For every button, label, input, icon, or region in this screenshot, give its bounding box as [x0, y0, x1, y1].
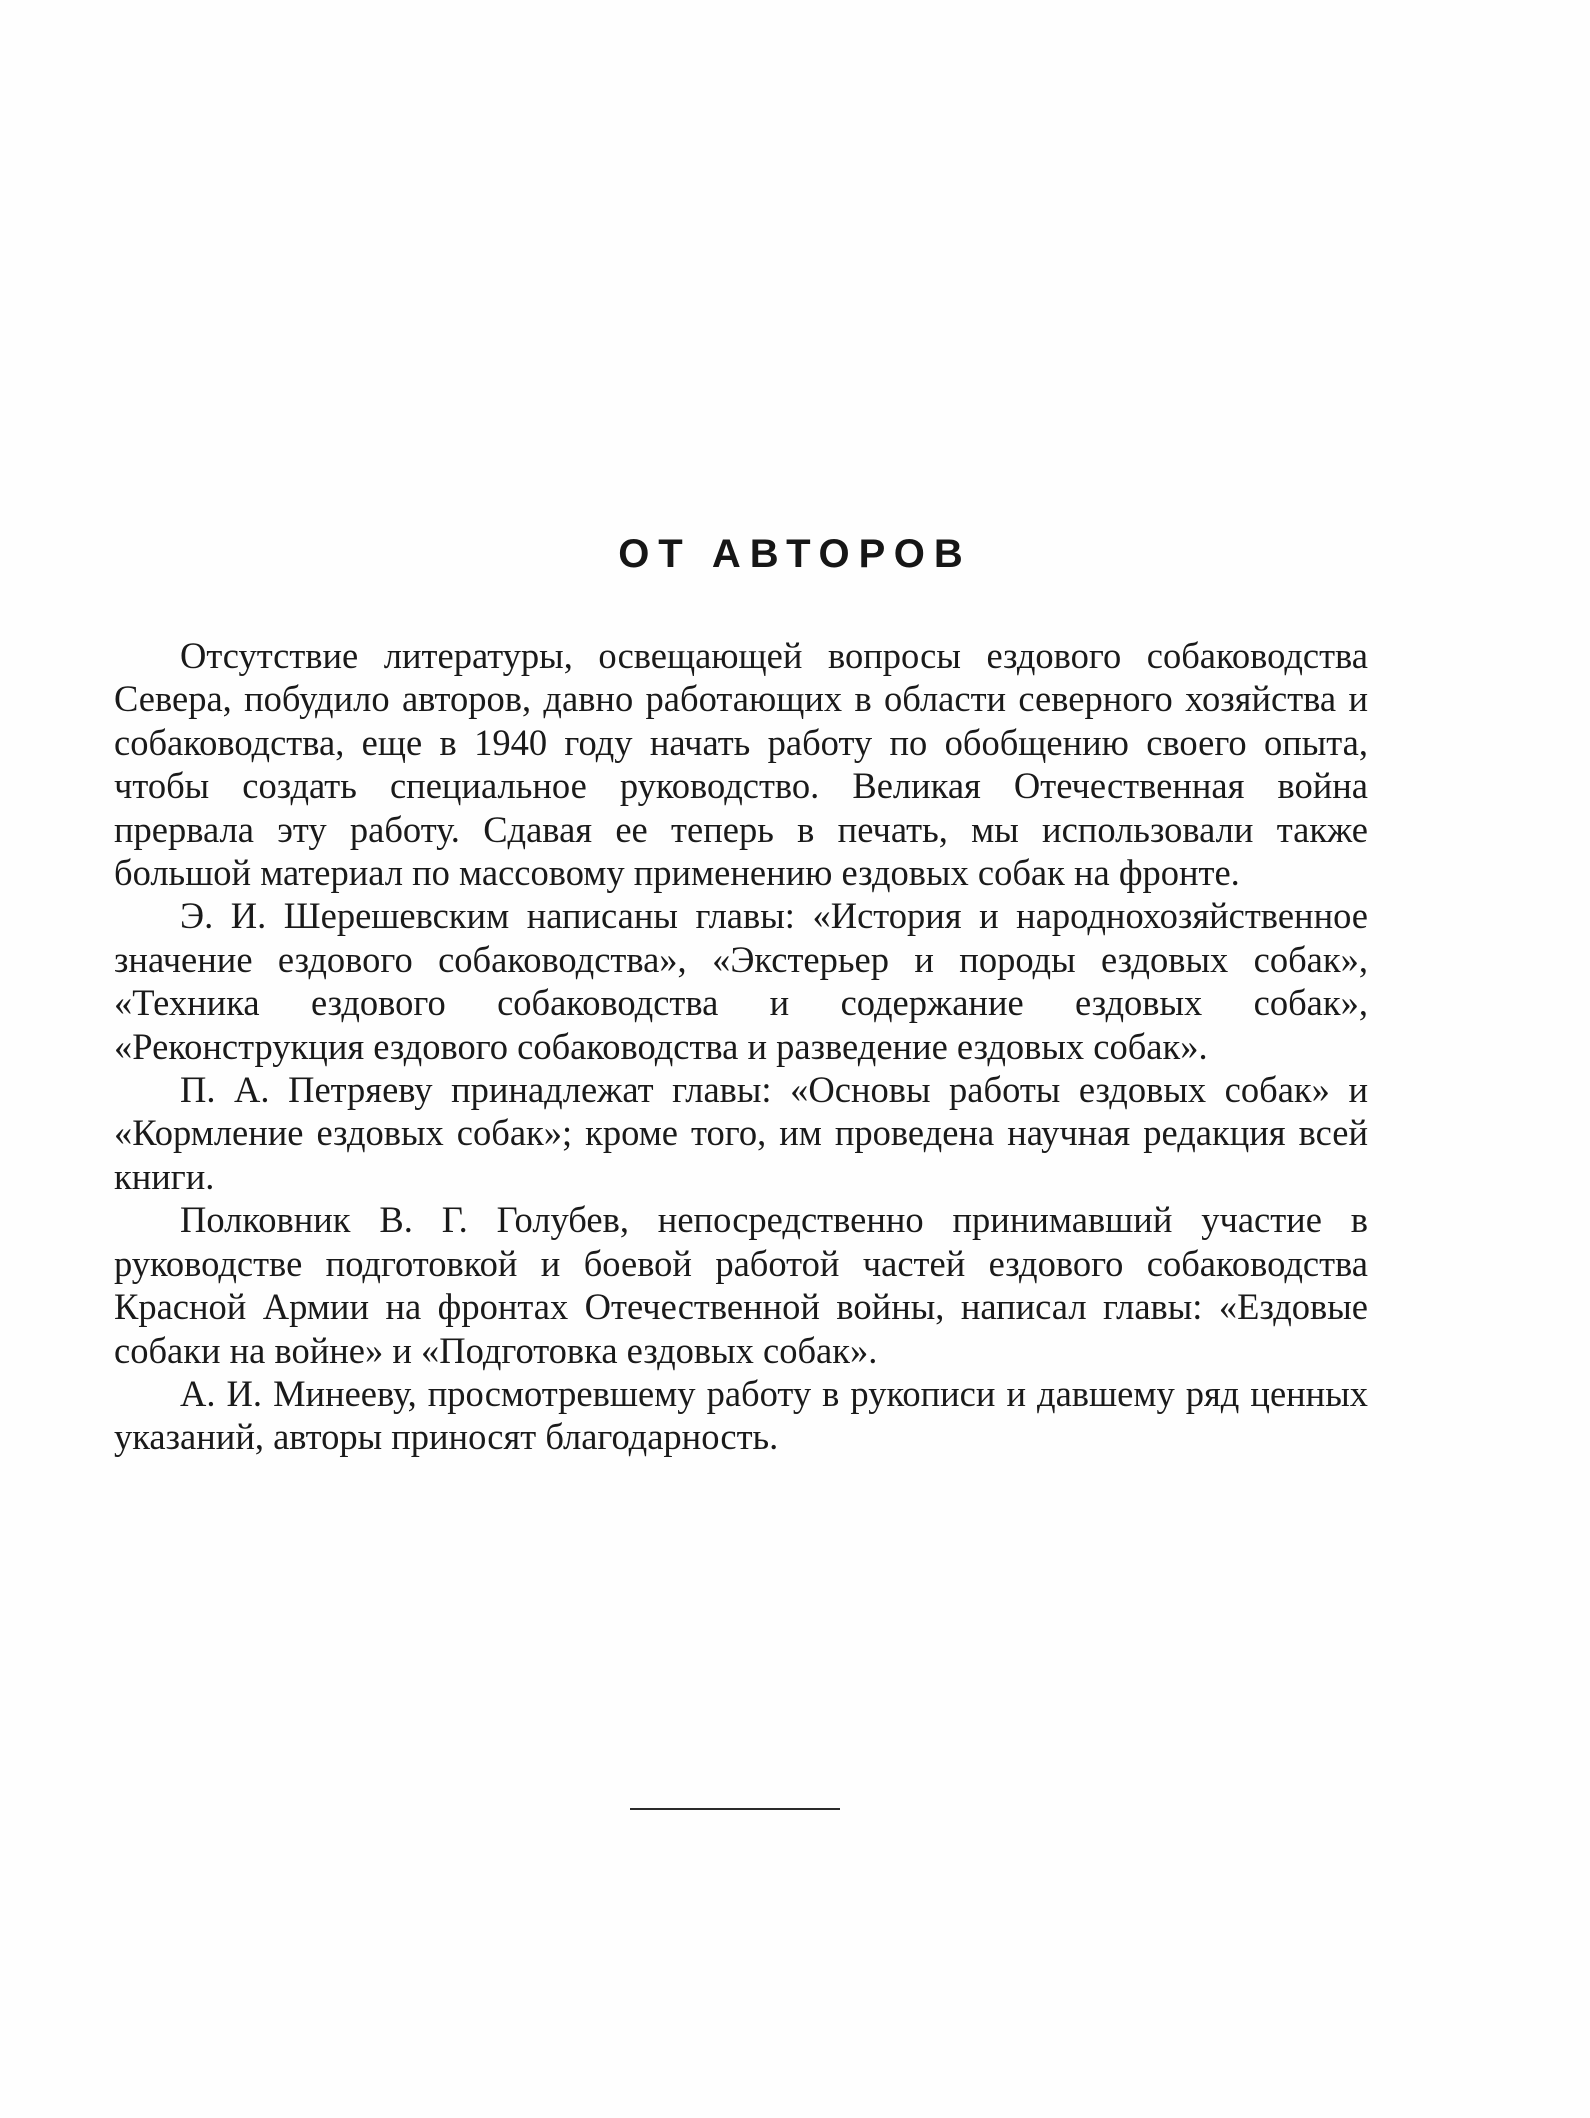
page-title: ОТ АВТОРОВ: [618, 532, 972, 576]
paragraph: Э. И. Шерешевским написаны главы: «История и народнохозяйственное значение ездового собаководства», «Экстерьер и породы ездовых собак», «Техника ездового собаководства и содержание ездовых собак», «Реконструкция ездового собаководства и разведение ездовых собак».: [114, 895, 1368, 1067]
closing-divider: [630, 1808, 840, 1810]
body-text: [114, 634, 1368, 1459]
paragraph: А. И. Минееву, просмотревшему работу в рукописи и давшему ряд ценных указаний, авторы приносят благодарность.: [114, 1372, 1368, 1458]
paragraph: П. А. Петряеву принадлежат главы: «Основы работы ездовых собак» и «Кормление ездовых собак»; кроме того, им проведена научная редакция всей книги.: [114, 1069, 1368, 1197]
paragraph: Полковник В. Г. Голубев, непосредственно принимавший участие в руководстве подготовкой и боевой работой частей ездового собаководства Красной Армии на фронтах Отечественной войны, написал главы: «Ездовые собаки на войне» и «Подготовка ездовых собак».: [114, 1199, 1368, 1371]
paragraph: Отсутствие литературы, освещающей вопросы ездового собаководства Севера, побудило авторов, давно работающих в области северного хозяйства и собаководства, еще в 1940 году начать работу по обобщению своего опыта, чтобы создать специальное руководство. Великая Отечественная война прервала эту работу. Сдавая ее теперь в печать, мы использовали также большой материал по массовому применению ездовых собак на фронте.: [114, 635, 1368, 894]
